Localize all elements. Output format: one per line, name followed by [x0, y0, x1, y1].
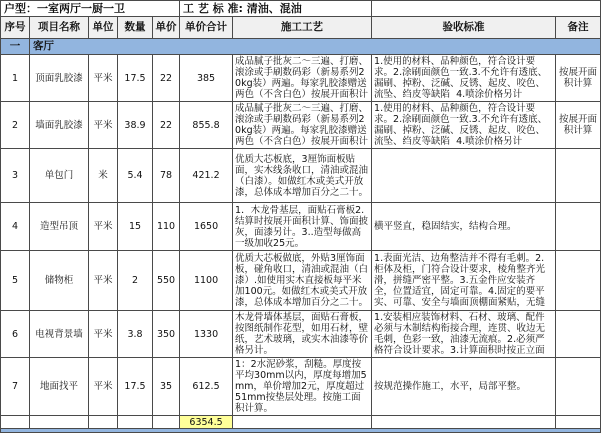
section-total-row — [1, 416, 601, 429]
cell-subtotal: 612.5 — [180, 358, 233, 416]
cell-acceptance: 1.安装相应装饰材料、石材、玻璃、配件必须与木制结构衔接合理，连贯、收边无毛刺，色彩一致，油漆无流痕。2.必须严格符合设计要求。3.计算面积时按正立面 — [372, 311, 556, 358]
cell-seq: 5 — [1, 251, 30, 311]
cell-price: 550 — [153, 251, 180, 311]
cell-seq: 2 — [1, 102, 30, 149]
cell-seq: 3 — [1, 149, 30, 203]
col-header-price: 单价 — [153, 17, 180, 39]
cell-note: 按展开面积计算 — [556, 55, 601, 102]
cell-qty: 17.5 — [118, 55, 153, 102]
table-row — [1, 251, 601, 311]
cell-process: 优质大芯板做底，外贴3厘饰面板，碰角收口，清油或混油（白漆）.如使用实木直接板每平米加100元。如做红木或美式开放漆，总体成本增加百分之二十。 — [233, 251, 372, 311]
cell-qty: 38.9 — [118, 102, 153, 149]
col-header-unit: 单位 — [89, 17, 118, 39]
info-row — [1, 1, 601, 17]
cell-subtotal: 1330 — [180, 311, 233, 358]
cell-unit: 米 — [89, 149, 118, 203]
cell-item-name: 储物柜 — [30, 251, 89, 311]
col-header-acceptance: 验收标准 — [372, 17, 556, 39]
cell-qty: 17.5 — [118, 358, 153, 416]
total-empty-cell — [30, 416, 89, 429]
info-empty-cell — [372, 1, 601, 17]
cell-acceptance — [372, 149, 556, 203]
cell-seq: 1 — [1, 55, 30, 102]
cell-subtotal: 855.8 — [180, 102, 233, 149]
cell-seq: 7 — [1, 358, 30, 416]
cell-process: 1：2水泥砂浆，刮糙。厚度按平均30mm以内，厚度每增加5mm，单价增加2元，厚度超过51mm按垫层处理。按施工面积计算。 — [233, 358, 372, 416]
cell-item-name: 墙面乳胶漆 — [30, 102, 89, 149]
cell-note — [556, 358, 601, 416]
cell-seq: 4 — [1, 203, 30, 251]
section-row-livingroom — [1, 39, 601, 55]
cell-item-name: 顶面乳胶漆 — [30, 55, 89, 102]
cell-note — [556, 251, 601, 311]
total-empty-cell — [372, 416, 556, 429]
cell-unit: 平米 — [89, 358, 118, 416]
cell-unit: 平米 — [89, 311, 118, 358]
table-row — [1, 55, 601, 102]
section-total-value: 6354.5 — [180, 416, 233, 429]
cell-unit: 平米 — [89, 203, 118, 251]
col-header-qty: 数量 — [118, 17, 153, 39]
table-row — [1, 102, 601, 149]
col-header-note: 备注 — [556, 17, 601, 39]
table-row — [1, 149, 601, 203]
cell-item-name: 电视背景墙 — [30, 311, 89, 358]
col-header-item: 项目名称 — [30, 17, 89, 39]
house-type-label: 户型：一室两厅一厨一卫 — [1, 1, 180, 17]
next-section-cell — [1, 429, 601, 433]
craft-standard-label: 工 艺 标 准: 清油、混油 — [180, 1, 372, 17]
cell-note: 按展开面积计算 — [556, 102, 601, 149]
cell-process: 优质大芯板底，3厘饰面板贴面，实木线条收口，清油或混油（白漆）。如做红木或美式开放漆，总体成本增加百分之二十。 — [233, 149, 372, 203]
cell-price: 22 — [153, 55, 180, 102]
table-row — [1, 311, 601, 358]
total-empty-cell — [1, 416, 30, 429]
cell-qty: 3.8 — [118, 311, 153, 358]
cell-note — [556, 149, 601, 203]
cell-qty: 2 — [118, 251, 153, 311]
cell-unit: 平米 — [89, 55, 118, 102]
cell-acceptance: 1.使用的材料、品种颜色，符合设计要求。2.涂刷面颜色一致.3.不允许有透底、漏刷、掉粉、泛碱、反锈、起皮、咬色、流坠、绉皮等缺陷 4.喷涂价格另计 — [372, 55, 556, 102]
cell-subtotal: 385 — [180, 55, 233, 102]
cell-price: 22 — [153, 102, 180, 149]
next-section-band — [1, 429, 601, 433]
total-empty-cell — [118, 416, 153, 429]
cell-acceptance: 按规范操作施工，水平，局部平整。 — [372, 358, 556, 416]
cell-price: 350 — [153, 311, 180, 358]
cell-price: 78 — [153, 149, 180, 203]
cell-acceptance: 1.表面光洁、边角整洁并不得有毛刺。2.柜体及柜，门符合设计要求，棱角整齐光滑，拼缝严密平整。3.五金件应安装齐全，位置适宜，固定可靠。4.固定的要平实、可靠、安全与墙面顶棚面紧贴，无缝 — [372, 251, 556, 311]
section-name: 客厅 — [30, 39, 601, 55]
cell-process: 成品腻子批灰二～三遍、打磨、滚涂或手刷数码彩（新易系列20kg装）两遍。每家乳胶漆赠送两色（不含白色）按展开面积计 — [233, 55, 372, 102]
cell-note — [556, 203, 601, 251]
cell-item-name: 地面找平 — [30, 358, 89, 416]
cell-unit: 平米 — [89, 251, 118, 311]
cell-process: 1．木龙骨基层，面贴石膏板2.结算时按展开面积计算、饰面披灰，面漆另计。3..造型每做高一级加收25元。 — [233, 203, 372, 251]
cell-unit: 平米 — [89, 102, 118, 149]
total-empty-cell — [233, 416, 372, 429]
cell-price: 35 — [153, 358, 180, 416]
col-header-process: 施工工艺 — [233, 17, 372, 39]
cell-acceptance: 1.使用的材料、品种颜色，符合设计要求。2.涂刷面颜色一致.3.不允许有透底、漏刷、掉粉、泛碱、反锈、起皮、咬色、流坠、绉皮等缺陷 4.喷涂价格另计 — [372, 102, 556, 149]
cell-subtotal: 1100 — [180, 251, 233, 311]
table-row — [1, 203, 601, 251]
cell-qty: 15 — [118, 203, 153, 251]
cell-item-name: 造型吊顶 — [30, 203, 89, 251]
cell-item-name: 单包门 — [30, 149, 89, 203]
total-empty-cell — [153, 416, 180, 429]
cell-note — [556, 311, 601, 358]
cell-process: 木龙骨墙体基层，面贴石膏板，按图纸制作花型，如用石材，壁纸，艺术玻璃，或实木油漆等价格另计。 — [233, 311, 372, 358]
col-header-seq: 序号 — [1, 17, 30, 39]
cell-qty: 5.4 — [118, 149, 153, 203]
cell-price: 110 — [153, 203, 180, 251]
cell-subtotal: 421.2 — [180, 149, 233, 203]
cell-seq: 6 — [1, 311, 30, 358]
cell-process: 成品腻子批灰二～三遍、打磨、滚涂或手刷数码彩（新易系列20kg装）两遍。每家乳胶漆赠送两色（不含白色）按展开面积计 — [233, 102, 372, 149]
total-empty-cell — [89, 416, 118, 429]
col-header-subtotal: 单价合计 — [180, 17, 233, 39]
column-header-row — [1, 17, 601, 39]
table-row — [1, 358, 601, 416]
total-empty-cell — [556, 416, 601, 429]
cell-acceptance: 横平竖直，稳固结实，结构合理。 — [372, 203, 556, 251]
cell-subtotal: 1650 — [180, 203, 233, 251]
section-seq: 一 — [1, 39, 30, 55]
